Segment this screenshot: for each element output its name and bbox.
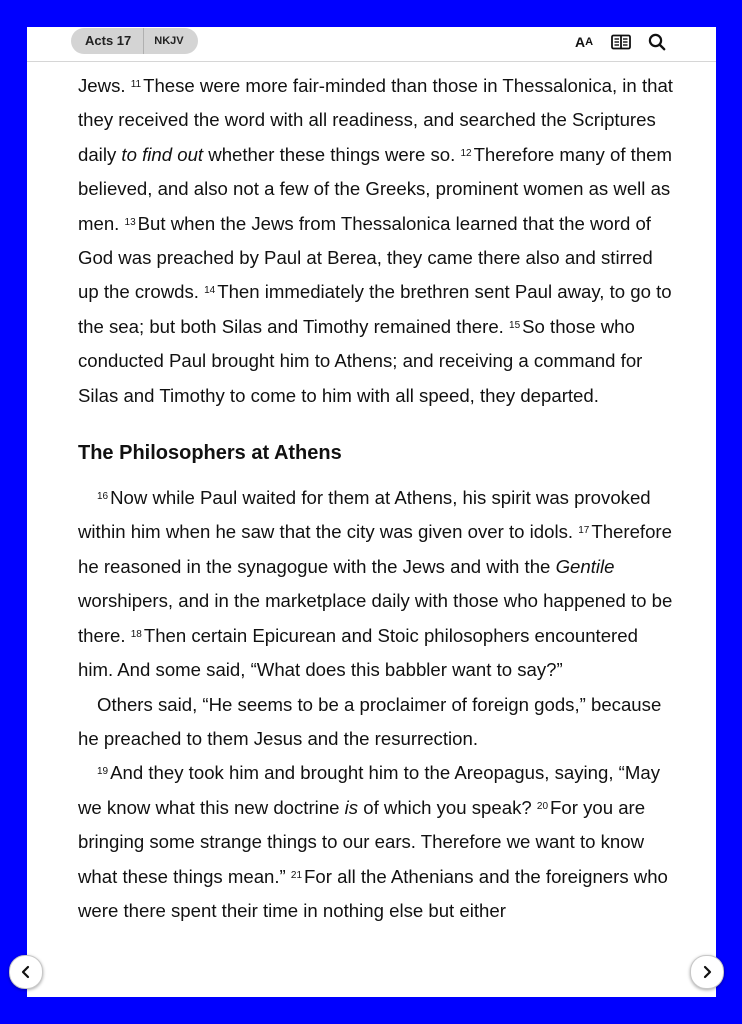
font-size-label-small: A — [585, 36, 594, 48]
chevron-right-icon — [701, 964, 713, 980]
verse-number[interactable]: 18 — [130, 628, 142, 640]
verse-number[interactable]: 17 — [578, 525, 590, 537]
verse-number[interactable]: 15 — [509, 319, 521, 331]
search-icon[interactable] — [645, 31, 669, 53]
previous-chapter-button[interactable] — [9, 955, 43, 989]
reader-screen — [27, 27, 716, 997]
passage-selector — [71, 28, 198, 54]
chevron-left-icon — [20, 964, 32, 980]
verse-number[interactable]: 19 — [97, 766, 109, 778]
verse-number[interactable]: 21 — [290, 869, 303, 881]
paragraph: $^{19}$ And they took him and brought him to the Areopagus, saying, “May we know what this new doctrine is of which you speak? $^{20}$ For you are bringing some strange things to our ears. Therefore we want to know what these things mean.” $^{21}$ For all the Athenians and the foreigners who were there spent their time in nothing else but either — [78, 762, 668, 921]
verse-number[interactable]: 16 — [97, 491, 109, 503]
paragraph: Others said, “He seems to be a proclaimer of foreign gods,” because he preached to them Jesus and the resurrection. — [78, 693, 662, 749]
font-size-icon[interactable] — [571, 31, 597, 53]
verse-number[interactable]: 11 — [130, 79, 142, 90]
verse-number[interactable]: 14 — [204, 285, 216, 297]
font-size-label-large: A — [574, 34, 586, 50]
next-chapter-button[interactable] — [690, 955, 724, 989]
passage-text — [78, 61, 678, 928]
book-chapter-button[interactable]: Acts 17 — [71, 28, 144, 54]
paragraph: Jews. $^{11}$ These were more fair-minded than those in Thessalonica, in that they received the word with all readiness, and searched the Scriptures daily to find out whether these things were so. $^{12}$ Therefore many of them believed, and also not a few of the Greeks, prominent women as well as men. $^{13}$ But when the Jews from Thessalonica learned that the word of God was preached by Paul at Berea, they came there also and stirred up the crowds. $^{14}$ Then immediately the brethren sent Paul away, to go to the sea; but both Silas and Timothy remained there. $^{15}$ So those who conducted Paul brought him to Athens; and receiving a command for Silas and Timothy to come to him with all speed, they departed. — [78, 75, 673, 406]
section-heading: The Philosophers at Athens — [78, 442, 342, 465]
book-open-icon[interactable] — [609, 31, 633, 53]
verse-number[interactable]: 12 — [460, 147, 472, 159]
verse-number[interactable]: 20 — [536, 800, 549, 812]
top-toolbar — [27, 27, 716, 62]
version-button[interactable]: NKJV — [154, 35, 184, 47]
paragraph: $^{16}$ Now while Paul waited for them at Athens, his spirit was provoked within him when he saw that the city was given over to idols. $^{17}$ Therefore he reasoned in the synagogue with the Jews and with the Gentile worshipers, and in the marketplace daily with those who happened to be there. $^{18}$ Then certain Epicurean and Stoic philosophers encountered him. And some said, “What does this babbler want to say?” — [78, 487, 673, 681]
verse-number[interactable]: 13 — [124, 216, 136, 228]
